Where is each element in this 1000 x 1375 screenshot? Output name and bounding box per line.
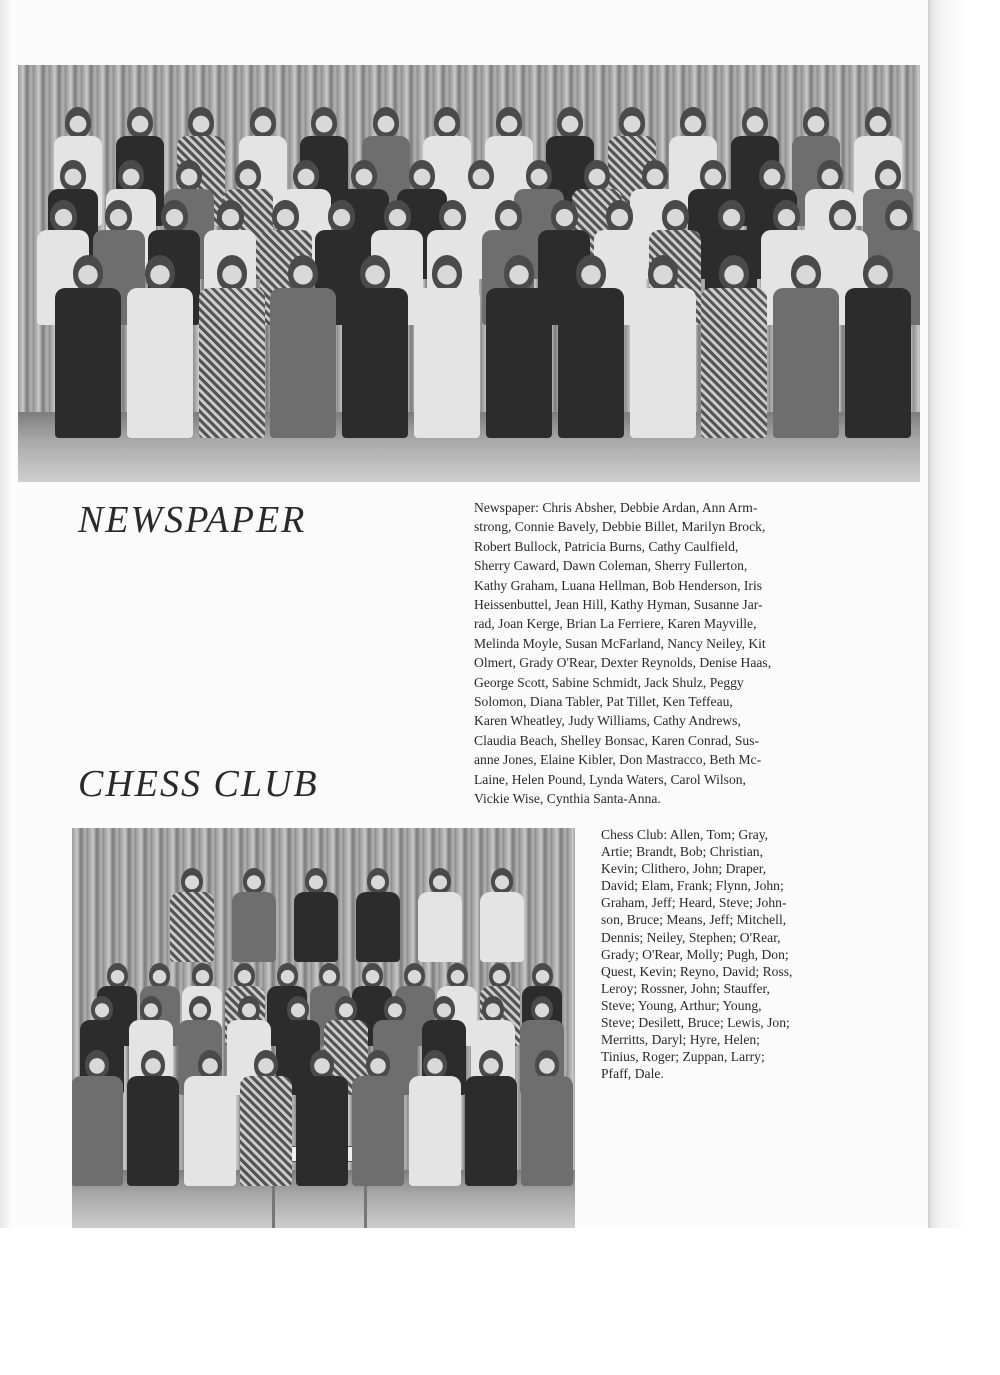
person-head bbox=[366, 1050, 390, 1079]
person-body bbox=[480, 892, 524, 962]
person-head bbox=[700, 160, 726, 191]
caption-line: Tinius, Roger; Zuppan, Larry; bbox=[601, 1049, 765, 1065]
person-head bbox=[65, 107, 91, 138]
person-body bbox=[465, 1076, 517, 1186]
person-body bbox=[630, 288, 696, 438]
person-body bbox=[240, 1076, 292, 1186]
person-body bbox=[55, 288, 121, 438]
person-head bbox=[718, 200, 745, 232]
person-head bbox=[277, 963, 298, 988]
person-head bbox=[642, 160, 668, 191]
scan-edge-right bbox=[928, 0, 1000, 1375]
person-head bbox=[482, 996, 504, 1022]
caption-line: Graham, Jeff; Heard, Steve; John- bbox=[601, 895, 787, 911]
caption-line: rad, Joan Kerge, Brian La Ferriere, Karen Mayville, bbox=[474, 616, 757, 632]
person-head bbox=[531, 996, 553, 1022]
chess-club-caption bbox=[601, 826, 851, 1082]
person-head bbox=[680, 107, 706, 138]
caption-line: Solomon, Diana Tabler, Pat Tillet, Ken Teffeau, bbox=[474, 694, 733, 710]
person-head bbox=[384, 200, 411, 232]
person-head bbox=[181, 868, 203, 894]
caption-line: Chess Club: Allen, Tom; Gray, bbox=[601, 827, 769, 842]
person-body bbox=[184, 1076, 236, 1186]
person-head bbox=[491, 868, 513, 894]
person-head bbox=[367, 868, 389, 894]
caption-line: Sherry Caward, Dawn Coleman, Sherry Fullerton, bbox=[474, 558, 748, 574]
caption-line: Artie; Brandt, Bob; Christian, bbox=[601, 844, 763, 860]
person-body bbox=[199, 288, 265, 438]
person-head bbox=[742, 107, 768, 138]
person-head bbox=[85, 1050, 109, 1079]
person-head bbox=[217, 255, 247, 291]
person-head bbox=[217, 200, 244, 232]
person-head bbox=[235, 160, 261, 191]
person-head bbox=[429, 868, 451, 894]
caption-line: Grady; O'Rear, Molly; Pugh, Don; bbox=[601, 946, 789, 962]
person-body bbox=[352, 1076, 404, 1186]
person-head bbox=[105, 200, 132, 232]
person-head bbox=[60, 160, 86, 191]
person-head bbox=[149, 963, 170, 988]
newspaper-group-photo bbox=[18, 65, 920, 482]
person-head bbox=[662, 200, 689, 232]
person-head bbox=[719, 255, 749, 291]
person-head bbox=[404, 963, 425, 988]
person-head bbox=[619, 107, 645, 138]
caption-line: Leroy; Rossner, John; Stauffer, bbox=[601, 980, 770, 996]
person-head bbox=[865, 107, 891, 138]
person-body bbox=[270, 288, 336, 438]
person-head bbox=[447, 963, 468, 988]
chess-club-heading: CHESS CLUB bbox=[78, 763, 319, 805]
person-head bbox=[863, 255, 893, 291]
person-head bbox=[140, 996, 162, 1022]
person-body bbox=[127, 1076, 179, 1186]
person-head bbox=[504, 255, 534, 291]
person-head bbox=[254, 1050, 278, 1079]
person-head bbox=[468, 160, 494, 191]
person-head bbox=[803, 107, 829, 138]
caption-line: Claudia Beach, Shelley Bonsac, Karen Conrad, Sus- bbox=[474, 732, 760, 748]
scan-edge-bottom bbox=[0, 1228, 1000, 1375]
person-head bbox=[118, 160, 144, 191]
person-head bbox=[310, 1050, 334, 1079]
person-body bbox=[72, 1076, 123, 1186]
person-head bbox=[161, 200, 188, 232]
person-head bbox=[305, 868, 327, 894]
person-head bbox=[495, 200, 522, 232]
person-body bbox=[232, 892, 276, 962]
person-body bbox=[701, 288, 767, 438]
caption-line: Robert Bullock, Patricia Burns, Cathy Caulfield, bbox=[474, 538, 739, 554]
person-head bbox=[287, 996, 309, 1022]
caption-line: Laine, Helen Pound, Lynda Waters, Carol Wilson, bbox=[474, 771, 746, 787]
person-head bbox=[439, 200, 466, 232]
person-body bbox=[356, 892, 400, 962]
person-head bbox=[384, 996, 406, 1022]
person-head bbox=[373, 107, 399, 138]
person-head bbox=[238, 996, 260, 1022]
person-body bbox=[845, 288, 911, 438]
person-body bbox=[296, 1076, 348, 1186]
person-body bbox=[558, 288, 624, 438]
person-head bbox=[434, 107, 460, 138]
person-head bbox=[188, 107, 214, 138]
person-head bbox=[489, 963, 510, 988]
person-head bbox=[288, 255, 318, 291]
caption-line: son, Bruce; Means, Jeff; Mitchell, bbox=[601, 912, 787, 928]
caption-line: Steve; Young, Arthur; Young, bbox=[601, 997, 762, 1013]
person-body bbox=[294, 892, 338, 962]
caption-line: David; Elam, Frank; Flynn, John; bbox=[601, 878, 784, 894]
person-head bbox=[319, 963, 340, 988]
person-head bbox=[293, 160, 319, 191]
person-head bbox=[433, 996, 455, 1022]
person-head bbox=[535, 1050, 559, 1079]
person-head bbox=[189, 996, 211, 1022]
person-head bbox=[335, 996, 357, 1022]
caption-line: Steve; Desilett, Bruce; Lewis, Jon; bbox=[601, 1015, 790, 1031]
person-body bbox=[170, 892, 214, 962]
person-head bbox=[362, 963, 383, 988]
caption-line: Heissenbuttel, Jean Hill, Kathy Hyman, Susanne Jar- bbox=[474, 597, 763, 613]
newspaper-heading: NEWSPAPER bbox=[78, 499, 307, 541]
person-head bbox=[360, 255, 390, 291]
person-body bbox=[342, 288, 408, 438]
person-head bbox=[432, 255, 462, 291]
person-head bbox=[557, 107, 583, 138]
person-head bbox=[141, 1050, 165, 1079]
person-head bbox=[127, 107, 153, 138]
person-head bbox=[875, 160, 901, 191]
person-head bbox=[773, 200, 800, 232]
person-head bbox=[311, 107, 337, 138]
scan-edge-left bbox=[0, 0, 14, 1230]
caption-line: Kevin; Clithero, John; Draper, bbox=[601, 861, 767, 877]
person-body bbox=[127, 288, 193, 438]
person-head bbox=[526, 160, 552, 191]
person-head bbox=[532, 963, 553, 988]
person-head bbox=[817, 160, 843, 191]
person-head bbox=[192, 963, 213, 988]
caption-line: Olmert, Grady O'Rear, Dexter Reynolds, Denise Haas, bbox=[474, 655, 772, 671]
person-body bbox=[414, 288, 480, 438]
caption-line: Melinda Moyle, Susan McFarland, Nancy Neiley, Kit bbox=[474, 635, 766, 651]
person-head bbox=[759, 160, 785, 191]
caption-line: Dennis; Neiley, Stephen; O'Rear, bbox=[601, 929, 781, 945]
person-head bbox=[250, 107, 276, 138]
person-head bbox=[50, 200, 77, 232]
person-body bbox=[521, 1076, 573, 1186]
person-head bbox=[648, 255, 678, 291]
caption-line: anne Jones, Elaine Kibler, Don Mastracco, Beth Mc- bbox=[474, 752, 762, 768]
person-head bbox=[176, 160, 202, 191]
newspaper-caption bbox=[474, 498, 854, 809]
person-body bbox=[418, 892, 462, 962]
caption-line: Vickie Wise, Cynthia Santa-Anna. bbox=[474, 791, 661, 807]
person-head bbox=[409, 160, 435, 191]
caption-line: strong, Connie Bavely, Debbie Billet, Marilyn Brock, bbox=[474, 519, 766, 535]
person-head bbox=[145, 255, 175, 291]
caption-line: Merritts, Daryl; Hyre, Helen; bbox=[601, 1032, 760, 1048]
chess-club-group-photo bbox=[72, 828, 575, 1230]
caption-line: Pfaff, Dale. bbox=[601, 1066, 664, 1082]
person-head bbox=[551, 200, 578, 232]
person-head bbox=[272, 200, 299, 232]
person-head bbox=[234, 963, 255, 988]
person-head bbox=[479, 1050, 503, 1079]
caption-line: Kathy Graham, Luana Hellman, Bob Henderson, Iris bbox=[474, 577, 763, 593]
person-head bbox=[351, 160, 377, 191]
person-body bbox=[409, 1076, 461, 1186]
person-head bbox=[243, 868, 265, 894]
person-head bbox=[73, 255, 103, 291]
person-head bbox=[423, 1050, 447, 1079]
person-head bbox=[885, 200, 912, 232]
caption-line: Karen Wheatley, Judy Williams, Cathy Andrews, bbox=[474, 713, 741, 729]
person-head bbox=[198, 1050, 222, 1079]
person-head bbox=[107, 963, 128, 988]
person-head bbox=[328, 200, 355, 232]
person-head bbox=[791, 255, 821, 291]
person-head bbox=[91, 996, 113, 1022]
person-head bbox=[576, 255, 606, 291]
person-head bbox=[496, 107, 522, 138]
person-head bbox=[829, 200, 856, 232]
caption-line: George Scott, Sabine Schmidt, Jack Shulz, Peggy bbox=[474, 674, 744, 690]
person-body bbox=[773, 288, 839, 438]
caption-line: Newspaper: Chris Absher, Debbie Ardan, Ann Arm- bbox=[474, 500, 758, 515]
person-body bbox=[486, 288, 552, 438]
person-head bbox=[606, 200, 633, 232]
person-head bbox=[584, 160, 610, 191]
caption-line: Quest, Kevin; Reyno, David; Ross, bbox=[601, 963, 793, 979]
